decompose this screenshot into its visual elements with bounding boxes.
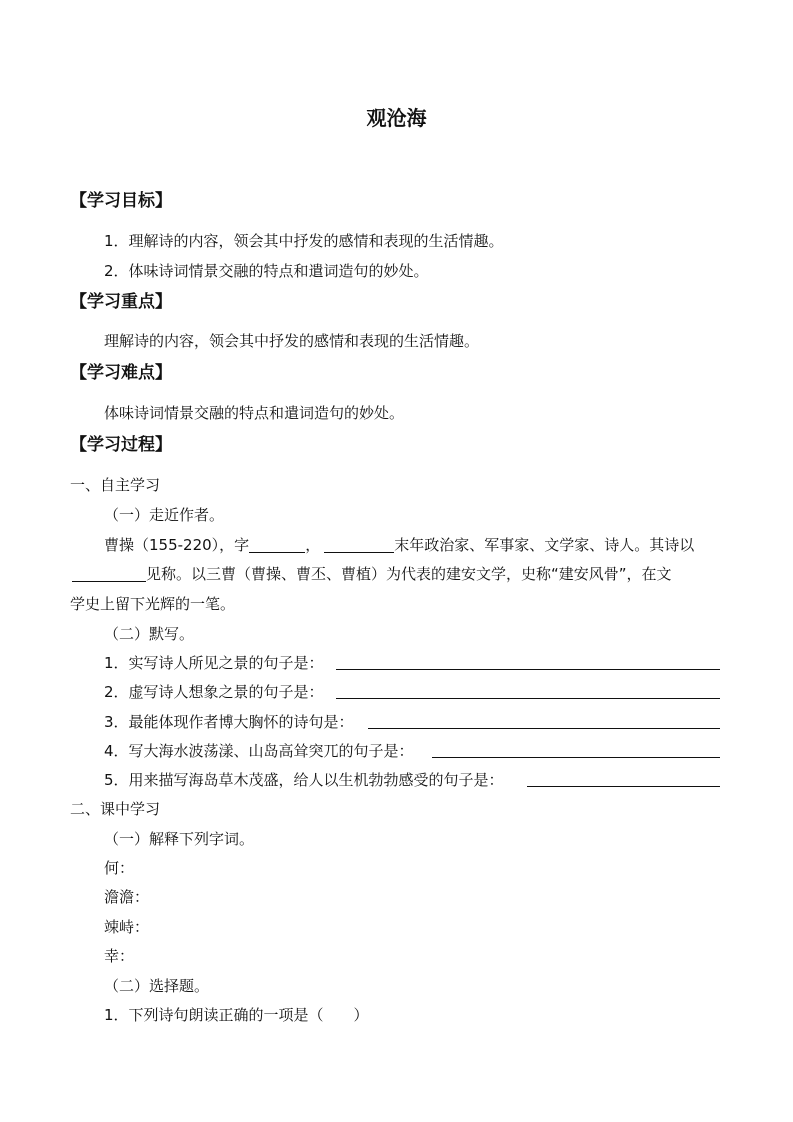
- recite-item-5: 5．用来描写海岛草木茂盛，给人以生机勃勃感受的句子是：: [104, 771, 504, 789]
- part1-sub1: （一）走近作者。: [104, 506, 225, 524]
- author-line-2: [72, 564, 672, 584]
- answer-line-5[interactable]: [527, 786, 720, 787]
- author-text-2: ，: [305, 536, 321, 554]
- key-heading: 【学习重点】: [70, 292, 172, 312]
- answer-line-4[interactable]: [432, 757, 720, 758]
- answer-line-2[interactable]: [336, 698, 720, 699]
- word-item-1: 何：: [104, 859, 135, 877]
- word-item-4: 幸：: [104, 947, 135, 965]
- recite-item-2: 2．虚写诗人想象之景的句子是：: [104, 683, 324, 701]
- blank-courtesy-name[interactable]: [249, 536, 305, 553]
- question-1: 1．下列诗句朗读正确的一项是（ ）: [104, 1006, 369, 1024]
- author-text-1: 曹操（155-220），字: [104, 536, 250, 554]
- part2-sub2: （二）选择题。: [104, 977, 210, 995]
- part2-sub1: （一）解释下列字词。: [104, 830, 255, 848]
- recite-item-3: 3．最能体现作者博大胸怀的诗句是：: [104, 713, 354, 731]
- word-item-3: 竦峙：: [104, 918, 150, 936]
- part1-sub2: （二）默写。: [104, 625, 195, 643]
- author-text-3: 末年政治家、军事家、文学家、诗人。其诗以: [394, 536, 695, 554]
- author-line-1: [104, 535, 694, 555]
- difficulty-heading: 【学习难点】: [70, 363, 172, 383]
- blank-style[interactable]: [72, 565, 146, 582]
- part1-title: 一、自主学习: [70, 476, 161, 494]
- page-title: 观沧海: [366, 106, 427, 130]
- word-item-2: 澹澹：: [104, 888, 150, 906]
- key-text: 理解诗的内容，领会其中抒发的感情和表现的生活情趣。: [104, 332, 480, 350]
- part2-title: 二、课中学习: [70, 800, 161, 818]
- recite-item-1: 1．实写诗人所见之景的句子是：: [104, 654, 324, 672]
- author-text-4: 见称。以三曹（曹操、曹丕、曹植）为代表的建安文学，史称“建安风骨”，在文: [146, 565, 672, 583]
- blank-dynasty[interactable]: [324, 536, 394, 553]
- process-heading: 【学习过程】: [70, 435, 172, 455]
- recite-item-4: 4．写大海水波荡漾、山岛高耸突兀的句子是：: [104, 742, 414, 760]
- answer-line-1[interactable]: [336, 669, 720, 670]
- difficulty-text: 体味诗词情景交融的特点和遣词造句的妙处。: [104, 404, 405, 422]
- answer-line-3[interactable]: [368, 728, 720, 729]
- objectives-heading: 【学习目标】: [70, 191, 172, 211]
- objective-item-1: 1．理解诗的内容，领会其中抒发的感情和表现的生活情趣。: [104, 232, 504, 250]
- author-line-3: 学史上留下光辉的一笔。: [70, 595, 236, 613]
- objective-item-2: 2．体味诗词情景交融的特点和遣词造句的妙处。: [104, 262, 429, 280]
